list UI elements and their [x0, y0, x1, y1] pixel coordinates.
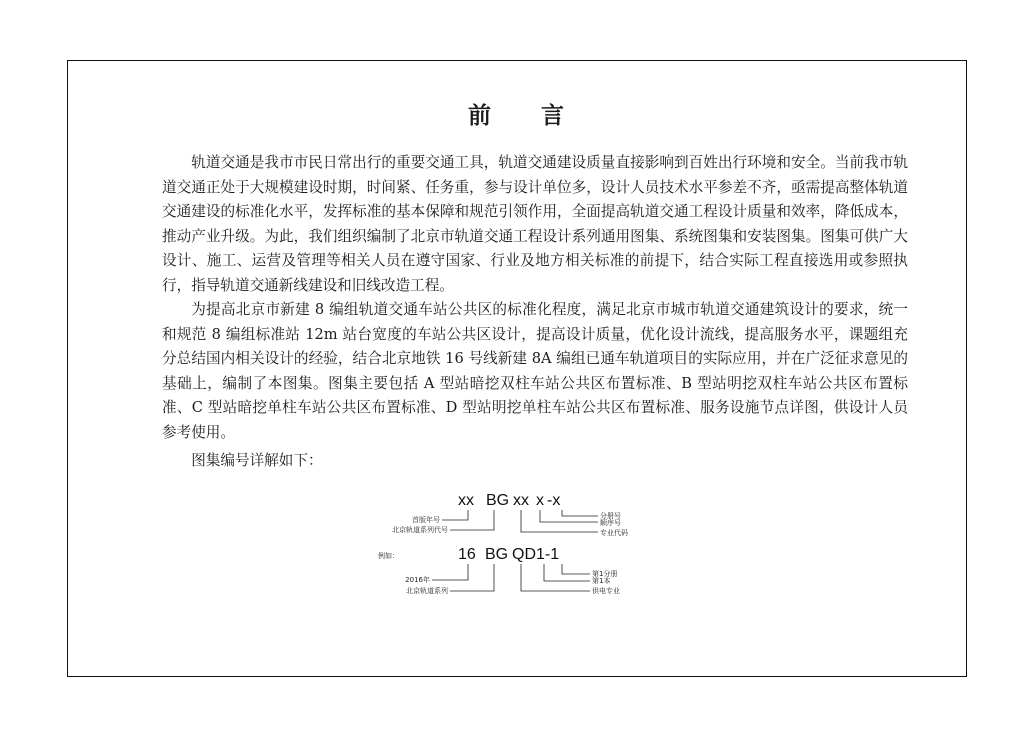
- preface-body: [162, 151, 908, 474]
- example-prefix: 例如：: [378, 552, 399, 560]
- pattern-xx: xx: [458, 492, 474, 509]
- ex-label-volume: 第1分册: [592, 570, 618, 578]
- leader-major: [521, 510, 598, 532]
- ex-label-major: 供电专业: [592, 587, 620, 595]
- ex-label-series: 北京轨道系列: [406, 587, 448, 595]
- paragraph-3: 图集编号详解如下：: [191, 452, 323, 469]
- code-numbering-diagram: [300, 482, 628, 602]
- pattern-bg: BG: [486, 492, 510, 509]
- label-year: 首版年号: [412, 516, 440, 524]
- ex-label-order: 第1本: [592, 577, 611, 585]
- label-order: 顺序号: [600, 519, 621, 527]
- title-char-2: 言: [541, 103, 566, 129]
- leader-ex-volume: [562, 564, 590, 574]
- leader-ex-order: [544, 564, 590, 581]
- paragraph-1: 轨道交通是我市市民日常出行的重要交通工具，轨道交通建设质量直接影响到百姓出行环境和安全。当前我市轨道交通正处于大规模建设时期，时间紧、任务重，参与设计单位多，设计人员技术水平参差不齐，亟需提高整体轨道交通建设的标准化水平，发挥标准的基本保障和规范引领作用，全面提高轨道交通工程设计质量和效率，降低成本，推动产业升级。为此，我们组织编制了北京市轨道交通工程设计系列通用图集、系统图集和安装图集。图集可供广大设计、施工、运营及管理等相关人员在遵守国家、行业及地方相关标准的前提下，结合实际工程直接选用或参照执行，指导轨道交通新线建设和旧线改造工程。: [162, 154, 908, 294]
- label-series: 北京轨道系列代号: [392, 526, 448, 534]
- example-1-1: 1-1: [536, 546, 560, 563]
- pattern-xx2: xx: [513, 492, 529, 509]
- ex-label-year: 2016年: [405, 576, 430, 584]
- leader-volume: [562, 510, 598, 516]
- label-volume: 分册号: [600, 512, 621, 520]
- example-16: 16: [458, 546, 476, 563]
- example-qd: QD: [512, 546, 536, 563]
- leader-year: [442, 510, 468, 520]
- example-bg: BG: [485, 546, 509, 563]
- leader-ex-major: [521, 564, 590, 591]
- pattern-dash: -x: [547, 492, 561, 509]
- label-major: 专业代码: [600, 529, 628, 537]
- leader-ex-series: [450, 564, 494, 591]
- title-char-1: 前: [468, 103, 493, 129]
- pattern-x: x: [536, 492, 544, 509]
- page-title: [68, 97, 966, 130]
- code-diagram-svg: [300, 482, 628, 602]
- leader-ex-year: [432, 564, 468, 580]
- paragraph-2: 为提高北京市新建 8 编组轨道交通车站公共区的标准化程度，满足北京市城市轨道交通建筑设计的要求，统一和规范 8 编组标准站 12m 站台宽度的车站公共区设计，提高设计质量，优化设计流线，提高服务水平，课题组充分总结国内相关设计的经验，结合北京地铁 16 号线新建 8A 编组已通车轨道项目的实际应用，并在广泛征求意见的基础上，编制了本图集。图集主要包括 A 型站暗挖双柱车站公共区布置标准、B 型站明挖双柱车站公共区布置标准、C 型站暗挖单柱车站公共区布置标准、D 型站明挖单柱车站公共区布置标准、服务设施节点详图，供设计人员参考使用。: [162, 301, 908, 441]
